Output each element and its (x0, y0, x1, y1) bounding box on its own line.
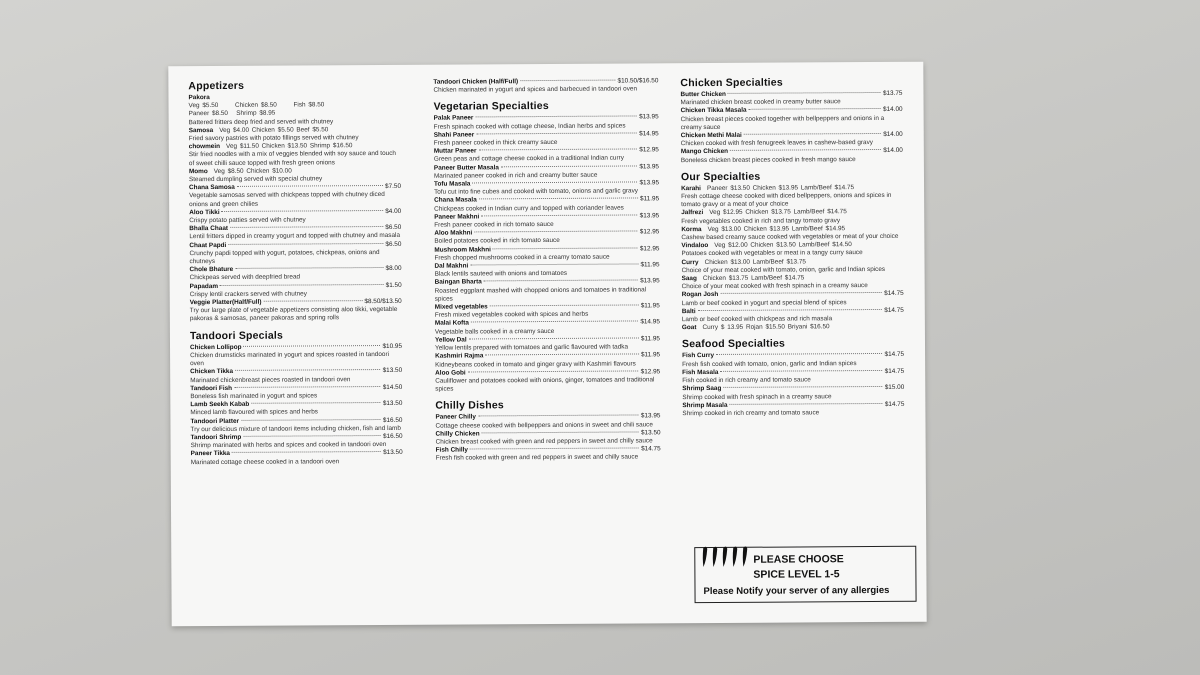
dot-leader (243, 435, 381, 437)
dish-price: $14.75 (884, 367, 905, 375)
dish-description: Boneless fish marinated in yogurt and spices (190, 392, 318, 401)
dish-description: Fresh cottage cheese cooked with diced bellpeppers, onions and spices in tomato gravy or a meat of your choice (681, 191, 892, 209)
section-title: Appetizers (188, 79, 245, 93)
dish-variant-prices: Curry $ 13.95 Rojan $15.50 Briyani $16.50 (702, 323, 830, 332)
dot-leader (263, 300, 362, 302)
dish-variant-prices: Chicken $13.75 Lamb/Beef $14.75 (702, 274, 805, 283)
menu-item (682, 323, 904, 333)
spice-heading: PLEASE CHOOSE (753, 553, 844, 566)
dish-variant-prices: Veg $4.00 Chicken $5.50 Beef $5.50 (219, 126, 329, 134)
dish-description: Boneless chicken breast pieces cooked in fresh mango sauce (680, 155, 856, 164)
menu-item (681, 106, 903, 132)
dish-price: $14.95 (639, 130, 659, 138)
dish-price: $13.95 (639, 162, 659, 171)
dish-name: Aloo Tikki (189, 208, 220, 217)
menu-item (434, 229, 659, 247)
dish-description: Cottage cheese cooked with bellpeppers and onions in sweet and chili sauce (435, 420, 653, 430)
menu-item (681, 225, 903, 243)
menu-item (682, 401, 904, 419)
menu-item (434, 179, 659, 197)
dish-name: Momo (188, 167, 208, 176)
menu-item (681, 208, 903, 226)
dot-leader (474, 231, 637, 233)
dot-leader (235, 369, 381, 371)
menu-item (189, 208, 401, 226)
dot-leader (470, 448, 639, 450)
dish-price: $6.50 (385, 224, 402, 232)
dish-description: Shrimp cooked with fresh spinach in a creamy sauce (682, 392, 832, 401)
menu-item (682, 351, 904, 369)
dish-price: $7.50 (385, 183, 402, 191)
dish-description: Kidneybeans cooked in tomato and ginger gravy with Kashmiri flavours (435, 359, 636, 369)
menu-item (189, 126, 401, 144)
dish-name: Shahi Paneer (433, 131, 475, 139)
dish-name: Samosa (188, 126, 214, 135)
dish-name: Goat (681, 324, 697, 332)
dot-leader (251, 402, 380, 404)
menu-item (434, 114, 659, 132)
dish-description: Crispy potato patties served with chutney (189, 216, 306, 225)
dish-name: Aloo Makhni (434, 229, 473, 237)
dish-price: $16.50 (382, 432, 403, 440)
menu-item (434, 245, 659, 263)
dish-description: Marinated paneer cooked in rich and creamy butter sauce (433, 171, 598, 180)
dish-name: Tofu Masala (434, 180, 471, 188)
dot-leader (482, 431, 639, 433)
dish-description: Marinated chickenbreast pieces roasted in tandoori oven (190, 375, 351, 384)
dot-leader (476, 132, 637, 134)
dish-name: Tandoori Fish (190, 384, 233, 392)
dish-price: $12.95 (639, 146, 659, 154)
dot-leader (232, 451, 381, 453)
dish-price: $13.50 (382, 399, 403, 408)
dot-leader (749, 108, 881, 110)
menu-item (189, 224, 401, 242)
menu-item (435, 278, 660, 304)
menu-item (190, 416, 402, 434)
dish-price: $1.50 (385, 281, 402, 289)
dish-price: $11.95 (640, 195, 660, 203)
dot-leader (501, 165, 637, 167)
dish-name: Chana Samosa (189, 184, 235, 192)
dish-name: Mushroom Makhni (434, 246, 491, 254)
dish-price: $13.95 (640, 277, 660, 285)
dish-description: Black lentils sauteed with onions and tomatoes (434, 270, 568, 278)
dish-price: $8.00 (385, 265, 402, 273)
dish-name: Butter Chicken (680, 90, 726, 99)
menu-item (190, 367, 402, 385)
dot-leader (729, 403, 882, 405)
dish-name: Kashmiri Rajma (435, 352, 484, 360)
menu-item (682, 290, 904, 308)
section-title: Chicken Specialties (680, 76, 783, 90)
dish-name: Mango Chicken (680, 148, 729, 156)
spice-level-range: SPICE LEVEL 1-5 (753, 568, 840, 581)
dish-description: Fresh paneer cooked in thick creamy sauce (433, 138, 558, 147)
dish-description: Choice of your meat cooked with tomato, onion, garlic and Indian spices (681, 265, 886, 275)
dish-price: $13.95 (639, 113, 659, 121)
menu-item (435, 413, 660, 431)
dish-price: $14.75 (884, 290, 904, 298)
dish-description: Chicken breast pieces cooked together with bellpeppers and onions in a creamy sauce (680, 114, 885, 131)
dish-description: Stir fried noodles with a mix of veggies blended with soy sauce and touch of sweet chilli sauce topped with fresh green onions (188, 150, 396, 167)
dish-description: Chicken marinated in yogurt and spices and barbecued in tandoori oven (433, 85, 638, 94)
menu-item (436, 429, 661, 447)
dish-name: Veggie Platter(Half/Full) (189, 298, 262, 307)
dot-leader (472, 181, 637, 183)
dot-leader (481, 214, 637, 216)
dish-description: Lamb or beef cooked with chickpeas and rich masala (681, 315, 833, 324)
dish-description: Shrimp marinated with herbs and spices and cooked in tandoori oven (190, 441, 387, 450)
menu-item (681, 147, 903, 165)
dot-leader (237, 185, 383, 187)
dot-leader (490, 305, 639, 307)
menu-item (435, 368, 660, 394)
dish-price: $14.00 (883, 130, 903, 138)
dish-name: Tandoori Shrimp (190, 433, 242, 442)
dish-name: Chicken Tikka (190, 368, 234, 376)
menu-item (681, 257, 903, 275)
section-title: Seafood Specialties (681, 338, 786, 351)
dot-leader (478, 415, 639, 417)
dish-description: Lentil fritters dipped in creamy yogurt and topped with chutney and masala (189, 232, 401, 241)
dish-price: $14.75 (884, 400, 905, 408)
dot-leader (241, 419, 381, 421)
dish-name: Rogan Josh (681, 291, 719, 299)
dish-name: Shrimp Saag (682, 385, 722, 393)
dish-price: $14.00 (883, 106, 903, 114)
dish-price: $13.95 (640, 412, 661, 420)
menu-item (190, 265, 402, 283)
dish-variant-prices: Veg $8.50 Chicken $10.00 (213, 167, 292, 175)
dish-price: $14.75 (884, 306, 904, 314)
dot-leader (468, 370, 639, 372)
dish-name: Muttar Paneer (433, 147, 477, 155)
section-title: Tandoori Specials (189, 329, 284, 342)
dish-name: Dal Makhni (434, 262, 469, 270)
menu-item (191, 449, 403, 467)
dish-name: Paneer Makhni (434, 213, 480, 221)
menu-item (190, 282, 402, 300)
dot-leader (720, 370, 882, 372)
dish-description: Fresh spinach cooked with cottage cheese, Indian herbs and spices (433, 122, 626, 131)
dish-variant-prices: Veg $12.00 Chicken $13.50 Lamb/Beef $14.50 (714, 241, 852, 250)
chili-pepper-icon (699, 544, 751, 570)
dish-variant-prices: Veg $13.00 Chicken $13.95 Lamb/Beef $14.95 (707, 225, 846, 233)
dot-leader (698, 309, 883, 311)
dish-price: $10.50/$16.50 (617, 77, 659, 85)
dish-description: Fresh fish cooked with tomato, onion, garlic and Indian spices (682, 359, 857, 368)
dot-leader (235, 267, 383, 269)
menu-sheet (168, 62, 926, 627)
dot-leader (230, 226, 383, 228)
dish-description: Chickpeas served with deepfried bread (189, 273, 301, 282)
dot-leader (475, 116, 637, 118)
dish-name: Korma (681, 225, 702, 234)
menu-item (434, 196, 659, 214)
dish-price: $14.00 (883, 147, 903, 155)
menu-item (433, 77, 658, 95)
menu-item (434, 212, 659, 230)
dish-price: $14.95 (640, 318, 660, 326)
dish-description: Fresh fish cooked with green and red peppers in sweet and chilly sauce (435, 453, 639, 463)
dish-name: Fish Curry (682, 352, 715, 360)
dot-leader (220, 284, 384, 286)
menu-item (434, 147, 659, 165)
dot-leader (520, 80, 615, 82)
dish-price: $13.75 (882, 89, 903, 97)
dish-description: Shrimp cooked in rich creamy and tomato sauce (682, 409, 820, 418)
menu-item (191, 433, 403, 451)
dish-price: $11.95 (640, 335, 660, 343)
dish-name: Pakora (188, 94, 210, 102)
menu-item (189, 241, 401, 267)
dot-leader (478, 149, 637, 151)
dish-description: Cashew based creamy sauce cooked with vegetables or meat of your choice (681, 232, 899, 242)
menu-item (188, 93, 400, 127)
dot-leader (222, 210, 384, 212)
dot-leader (471, 321, 638, 323)
menu-column-middle (433, 71, 660, 463)
dish-description: Minced lamb flavoured with spices and herbs (190, 408, 318, 417)
dish-description: Green peas and cottage cheese cooked in a traditional Indian curry (433, 154, 624, 164)
dish-name: Chilly Chicken (435, 430, 480, 438)
dot-leader (728, 92, 881, 94)
dish-name: Jalfrezi (681, 209, 704, 217)
dish-description: Chicken drumsticks marinated in yogurt and spices roasted in tandoori oven (190, 350, 390, 368)
dish-description: Crispy lentil crackers served with chutney (189, 290, 307, 299)
menu-item (682, 307, 904, 325)
dish-price: $12.95 (640, 368, 661, 376)
menu-item (435, 261, 660, 279)
dish-price: $13.50 (383, 449, 403, 457)
dish-description: Fresh mixed vegetables cooked with spices and herbs (434, 311, 589, 319)
dish-name: Paneer Chilly (435, 413, 476, 421)
dish-variant-prices: Chicken $13.00 Lamb/Beef $13.75 (704, 258, 807, 266)
dish-price: $12.95 (639, 228, 660, 236)
dish-description: Steamed dumpling served with special chutney (188, 175, 323, 184)
dish-description: Try our delicious mixture of tandoori items including chicken, fish and lamb (190, 424, 401, 433)
dish-name: Lamb Seekh Kabab (190, 400, 250, 409)
dish-name: Bhalla Chaat (189, 225, 229, 233)
dish-description: Battered fritters deep fried and served with chutney (188, 117, 334, 126)
dish-name: Fish Chilly (435, 446, 468, 454)
dish-price: $11.95 (640, 351, 661, 359)
dish-description: Choice of your meat cooked with fresh spinach in a creamy sauce (681, 282, 868, 291)
dot-leader (720, 292, 882, 294)
dish-name: Chaat Papdi (189, 241, 227, 249)
dish-description: Crunchy papdi topped with yogurt, potatoes, chickpeas, onions and chutneys (189, 248, 380, 266)
dish-description: Vegetable balls cooked in a creamy sauce (434, 327, 555, 336)
section-title: Chilly Dishes (435, 399, 504, 412)
dish-price: $14.75 (884, 351, 905, 359)
dish-description: Vegetable samosas served with chickpeas topped with chutney diced onions and green chilies (189, 191, 385, 208)
dot-leader (716, 353, 882, 355)
dish-name: Yellow Dal (434, 336, 467, 344)
allergy-notice: Please Notify your server of any allergies (703, 584, 890, 598)
dish-description: Roasted eggplant mashed with chopped onions and tomatoes in traditional spices (434, 286, 647, 303)
dot-leader (234, 386, 381, 388)
dish-price: $11.95 (640, 261, 660, 269)
dish-description: Fresh paneer cooked in rich tomato sauce (434, 221, 554, 229)
menu-item (189, 142, 401, 168)
menu-item (435, 319, 660, 337)
dish-variant-prices: Veg $5.50 Chicken $8.50 Fish $8.50 Paneer $8.50 Shrimp $8.95 (188, 101, 325, 118)
menu-item (682, 368, 904, 386)
dish-price: $13.95 (639, 179, 660, 187)
menu-item (682, 384, 904, 402)
dish-variant-prices: Paneer $13.50 Chicken $13.95 Lamb/Beef $14.75 (706, 183, 855, 192)
dish-price: $13.50 (382, 367, 403, 375)
dish-name: Chole Bhature (189, 266, 234, 274)
menu-item (436, 445, 661, 463)
dish-price: $8.50/$13.50 (364, 297, 402, 306)
menu-item (435, 352, 660, 370)
dish-description: Chicken breast cooked with green and red peppers in sweet and chilly sauce (435, 437, 653, 446)
dish-description: Marinated cottage cheese cooked in a tandoori oven (190, 457, 340, 466)
dish-price: $10.95 (382, 342, 403, 350)
dish-description: Try our large plate of vegetable appetizers consisting aloo tikki, vegetable pakoras & samosas, paneer pakoras and spring rolls (189, 306, 398, 323)
dish-description: Boiled potatoes cooked in rich tomato sauce (434, 237, 560, 246)
dish-description: Fish cooked in rich creamy and tomato sauce (682, 376, 811, 385)
dish-name: Saag (681, 275, 697, 283)
dot-leader (484, 280, 638, 282)
dish-name: Aloo Gobi (435, 369, 466, 377)
dish-description: Chickpeas cooked in Indian curry and topped with coriander leaves (434, 204, 624, 213)
dish-name: Mixed vegetables (434, 303, 488, 311)
dish-variant-prices: Veg $11.50 Chicken $13.50 Shrimp $16.50 (226, 142, 353, 151)
menu-item (189, 167, 401, 185)
dish-name: Papadam (189, 282, 219, 290)
menu-item (435, 335, 660, 353)
dish-name: Chana Masala (434, 196, 477, 205)
menu-item (190, 384, 402, 402)
dish-name: Vindaloo (681, 242, 709, 250)
dish-price: $14.50 (382, 383, 403, 391)
dish-price: $12.95 (639, 244, 660, 253)
menu-item (190, 343, 402, 369)
dish-description: Yellow lentils prepared with tomatoes and garlic flavoured with tadka (435, 343, 629, 352)
menu-item (434, 130, 659, 148)
dish-description: Chicken cooked with fresh fenugreek leaves in cashew-based gravy (680, 139, 873, 148)
menu-column-left (188, 73, 402, 467)
spice-level-notice (694, 546, 916, 603)
menu-item-row (682, 323, 904, 333)
dish-name: Paneer Butter Masala (433, 163, 499, 172)
menu-item (435, 302, 660, 320)
dot-leader (470, 264, 638, 266)
menu-item (190, 298, 402, 324)
dot-leader (228, 243, 383, 245)
dish-description: Fresh chopped mushrooms cooked in a creamy tomato sauce (434, 253, 610, 262)
dish-description: Cauliflower and potatoes cooked with onions, ginger, tomatoes and traditional spices (435, 376, 655, 393)
dish-description: Lamb or beef cooked in yogurt and special blend of spices (681, 298, 847, 307)
menu-column-right (680, 70, 904, 418)
dot-leader (493, 247, 638, 249)
dish-price: $16.50 (382, 416, 403, 424)
menu-item (681, 131, 903, 149)
dish-name: Curry (681, 258, 699, 266)
menu-item (190, 400, 402, 418)
dish-name: Paneer Tikka (190, 450, 231, 458)
dish-price: $11.95 (640, 302, 660, 310)
dish-name: Karahi (681, 184, 701, 193)
dish-description: Tofu cut into fine cubes and cooked with tomato, onions and garlic gravy (434, 187, 639, 196)
menu-item (434, 163, 659, 181)
dish-name: Fish Masala (682, 368, 719, 377)
dot-leader (485, 354, 639, 356)
menu-item (681, 241, 903, 259)
dish-price: $13.50 (640, 429, 661, 437)
dish-name: Balti (681, 307, 696, 316)
menu-item (189, 183, 401, 209)
menu-item (680, 90, 902, 108)
dish-price: $13.95 (639, 212, 660, 220)
dish-description: Potatoes cooked with vegetables or meat in a tangy curry sauce (681, 249, 863, 258)
dot-leader (744, 133, 881, 135)
dish-name: Malai Kofta (434, 319, 469, 328)
dish-name: Chicken Methi Malai (680, 131, 742, 140)
dish-description: Fresh vegetables cooked in rich and tangy tomato gravy (681, 216, 841, 225)
dish-name: Chicken Tikka Masala (680, 107, 747, 115)
dot-leader (469, 337, 639, 339)
dish-variant-prices: Veg $12.95 Chicken $13.75 Lamb/Beef $14.75 (709, 208, 847, 217)
dish-price: $14.75 (641, 445, 661, 453)
section-title: Vegetarian Specialties (433, 100, 549, 114)
dot-leader (243, 345, 380, 347)
dish-price: $4.00 (385, 207, 402, 215)
dish-price: $6.50 (385, 240, 402, 248)
section-title: Our Specialties (680, 170, 761, 184)
dot-leader (730, 149, 881, 151)
menu-item (681, 184, 903, 210)
dish-name: chowmein (188, 143, 221, 151)
dish-name: Tandoori Platter (190, 417, 240, 425)
dish-description: Marinated chicken breast cooked in creamy butter sauce (680, 98, 841, 107)
dish-name: Tandoori Chicken (Half/Full) (433, 78, 519, 86)
dish-name: Palak Paneer (433, 114, 474, 123)
dish-name: Chicken Lollipop (189, 343, 242, 351)
dish-price: $15.00 (884, 384, 905, 392)
dot-leader (723, 386, 882, 388)
menu-item (682, 274, 904, 292)
dish-name: Baingan Bharta (434, 278, 482, 287)
dish-name: Shrimp Masala (682, 401, 728, 409)
dish-description: Fried savory pastries with potato fillings served with chutney (188, 134, 359, 143)
dot-leader (479, 198, 638, 200)
